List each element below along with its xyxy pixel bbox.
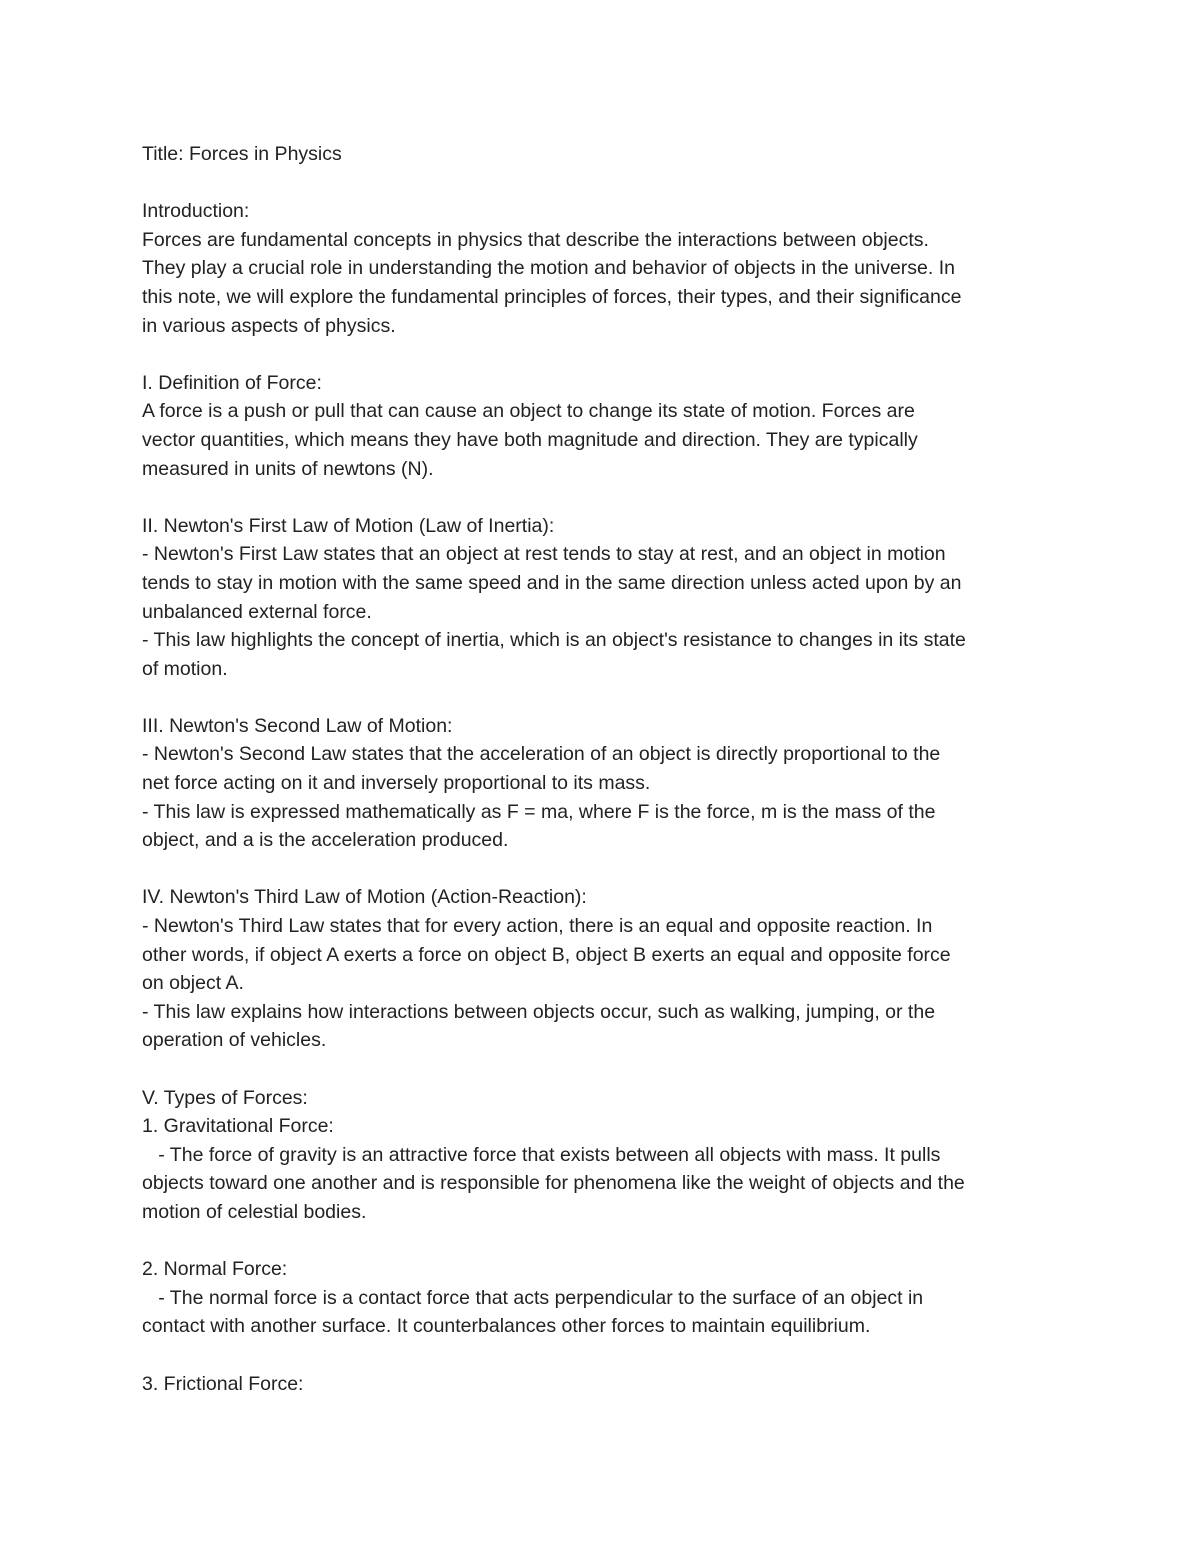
paragraph-line: - Newton's First Law states that an object at rest tends to stay at rest, and an object in motion xyxy=(142,543,946,566)
paragraph-line: - Newton's Second Law states that the acceleration of an object is directly proportional to the xyxy=(142,743,941,766)
section-heading: IV. Newton's Third Law of Motion (Action-Reaction): xyxy=(142,886,587,909)
document-page xyxy=(142,140,1062,1398)
paragraph-line: object, and a is the acceleration produced. xyxy=(142,829,509,852)
spacer xyxy=(142,1227,1062,1256)
paragraph-line: objects toward one another and is responsible for phenomena like the weight of objects and the xyxy=(142,1172,965,1195)
paragraph-line: - Newton's Third Law states that for every action, there is an equal and opposite reaction. In xyxy=(142,915,933,938)
spacer xyxy=(142,340,1062,369)
spacer xyxy=(142,483,1062,512)
subsection-heading: 3. Frictional Force: xyxy=(142,1372,304,1395)
subsection-heading: 1. Gravitational Force: xyxy=(142,1115,334,1138)
paragraph-line: on object A. xyxy=(142,972,244,995)
paragraph-line: net force acting on it and inversely proportional to its mass. xyxy=(142,772,651,795)
introduction-heading: Introduction: xyxy=(142,200,250,223)
paragraph-line: measured in units of newtons (N). xyxy=(142,457,434,480)
paragraph-line: - The force of gravity is an attractive force that exists between all objects with mass. It pulls xyxy=(142,1143,941,1166)
paragraph-line: A force is a push or pull that can cause an object to change its state of motion. Forces are xyxy=(142,400,915,423)
paragraph-line: vector quantities, which means they have both magnitude and direction. They are typically xyxy=(142,428,918,451)
document-title: Title: Forces in Physics xyxy=(142,143,342,165)
paragraph-line: - This law is expressed mathematically as F = ma, where F is the force, m is the mass of the xyxy=(142,800,936,823)
paragraph-line: operation of vehicles. xyxy=(142,1029,327,1052)
spacer xyxy=(142,1341,1062,1370)
section-heading: III. Newton's Second Law of Motion: xyxy=(142,714,453,737)
paragraph-line: contact with another surface. It counterbalances other forces to maintain equilibrium. xyxy=(142,1315,871,1338)
paragraph-line: - This law highlights the concept of inertia, which is an object's resistance to changes in its state xyxy=(142,629,966,652)
paragraph-line: - This law explains how interactions between objects occur, such as walking, jumping, or the xyxy=(142,1000,936,1023)
section-heading: V. Types of Forces: xyxy=(142,1086,308,1109)
paragraph-line: motion of celestial bodies. xyxy=(142,1200,367,1223)
subsection-heading: 2. Normal Force: xyxy=(142,1258,288,1281)
spacer xyxy=(142,169,1062,198)
paragraph-line: tends to stay in motion with the same speed and in the same direction unless acted upon by an xyxy=(142,571,962,594)
section-heading: I. Definition of Force: xyxy=(142,371,322,394)
paragraph-line: of motion. xyxy=(142,657,228,680)
paragraph-line: unbalanced external force. xyxy=(142,600,372,623)
section-heading: II. Newton's First Law of Motion (Law of Inertia): xyxy=(142,514,555,537)
paragraph-line: in various aspects of physics. xyxy=(142,314,396,337)
spacer xyxy=(142,855,1062,884)
paragraph-line: - The normal force is a contact force that acts perpendicular to the surface of an object in xyxy=(142,1286,924,1309)
paragraph-line: this note, we will explore the fundamental principles of forces, their types, and their significance xyxy=(142,285,962,308)
paragraph-line: They play a crucial role in understanding the motion and behavior of objects in the universe. In xyxy=(142,257,955,280)
spacer xyxy=(142,1055,1062,1084)
paragraph-line: other words, if object A exerts a force on object B, object B exerts an equal and opposite force xyxy=(142,943,951,966)
spacer xyxy=(142,683,1062,712)
paragraph-line: Forces are fundamental concepts in physics that describe the interactions between objects. xyxy=(142,228,929,251)
